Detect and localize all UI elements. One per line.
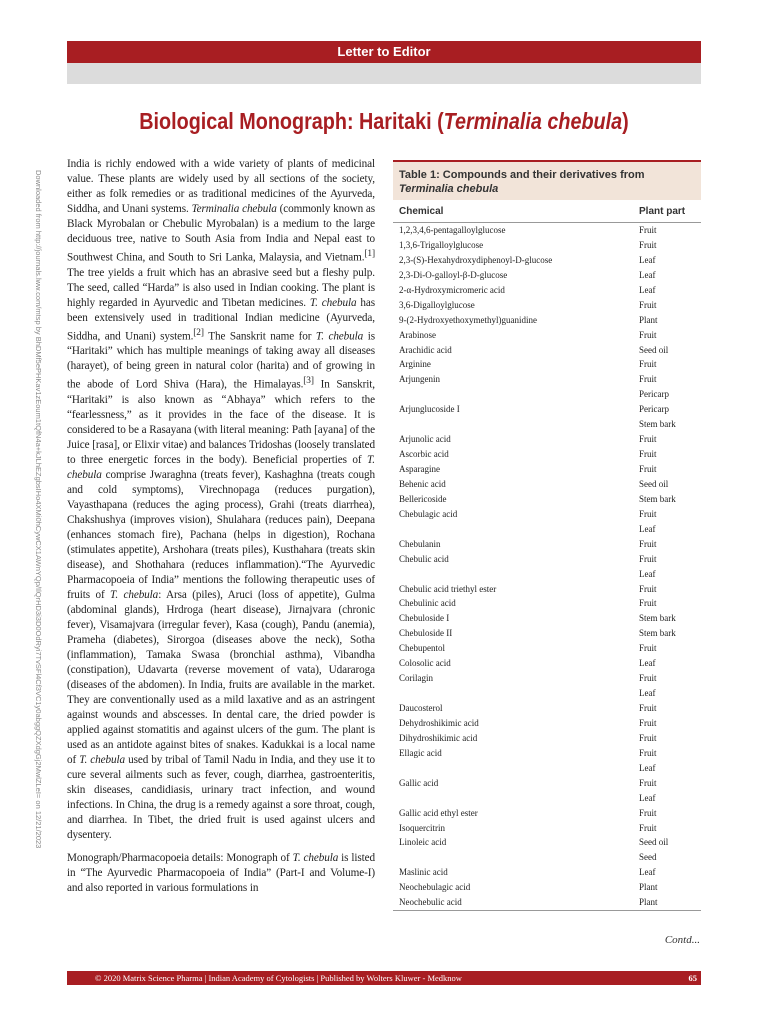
- cell-chemical: Chebulagic acid: [399, 508, 458, 519]
- table-row: [393, 447, 701, 462]
- cell-chemical: Ellagic acid: [399, 747, 442, 758]
- cell-chemical: Chebulanin: [399, 538, 441, 549]
- table-row: [393, 223, 701, 238]
- table-row: [393, 462, 701, 477]
- page-number: 65: [688, 973, 697, 983]
- table-row: [393, 402, 701, 417]
- table-row: [393, 821, 701, 836]
- cell-plant-part: Fruit: [639, 717, 657, 728]
- table-row: [393, 522, 701, 537]
- cell-chemical: [393, 791, 633, 806]
- cell-chemical: 2,3-(S)-Hexahydroxydiphenoyl-D-glucose: [399, 254, 553, 265]
- table-row: [393, 850, 701, 865]
- cell-chemical: Arjungenin: [399, 374, 440, 385]
- table-row: [393, 372, 701, 387]
- footer-bar: [67, 971, 701, 985]
- cell-chemical: Chebulic acid triethyl ester: [399, 583, 497, 594]
- table-row: [393, 776, 701, 791]
- cell-plant-part: Fruit: [639, 329, 657, 340]
- cell-plant-part: Leaf: [639, 688, 656, 699]
- cell-plant-part: Leaf: [639, 254, 656, 265]
- table-row: [393, 552, 701, 567]
- cell-plant-part: Leaf: [639, 658, 656, 669]
- table-row: [393, 656, 701, 671]
- caption-text: Table 1: Compounds and their derivatives from: [399, 169, 645, 181]
- cell-chemical: 9-(2-Hydroxyethoxymethyl)guanidine: [399, 314, 537, 325]
- table-row: [393, 671, 701, 686]
- table-row: [393, 895, 701, 910]
- table-row: [393, 791, 701, 806]
- cell-plant-part: Seed oil: [639, 344, 669, 355]
- cell-chemical: 1,2,3,4,6-pentagalloylglucose: [399, 225, 506, 235]
- cell-plant-part: Fruit: [639, 508, 657, 519]
- cell-chemical: [393, 387, 633, 402]
- caption-italic: Terminalia chebula: [399, 183, 499, 195]
- table-row: [393, 731, 701, 746]
- table-row: [393, 298, 701, 313]
- cell-chemical: Gallic acid: [399, 777, 439, 788]
- cell-chemical: 2-α-Hydroxymicromeric acid: [399, 284, 505, 295]
- cell-chemical: Daucosterol: [399, 703, 443, 713]
- table-row: [393, 343, 701, 358]
- cell-plant-part: Stem bark: [639, 419, 676, 430]
- cell-plant-part: Stem bark: [639, 493, 676, 504]
- header-gray-band: [67, 63, 701, 84]
- table-row: [393, 716, 701, 731]
- cell-chemical: Chebupentol: [399, 643, 445, 654]
- table-row: [393, 417, 701, 432]
- cell-plant-part: Fruit: [639, 239, 657, 250]
- cell-chemical: 3,6-Digalloylglucose: [399, 299, 475, 310]
- cell-plant-part: Seed oil: [639, 837, 669, 848]
- cell-plant-part: Fruit: [639, 583, 657, 594]
- table-row: [393, 283, 701, 298]
- table-row: [393, 492, 701, 507]
- cell-chemical: Gallic acid ethyl ester: [399, 807, 478, 818]
- cell-plant-part: Seed oil: [639, 478, 669, 489]
- cell-plant-part: Pericarp: [639, 404, 669, 415]
- title-main: Biological Monograph: Haritaki (: [139, 108, 444, 134]
- table-body: [393, 223, 701, 911]
- cell-chemical: Arabinose: [399, 329, 436, 340]
- cell-plant-part: Fruit: [639, 732, 657, 743]
- cell-plant-part: Stem bark: [639, 613, 676, 624]
- column-header-chemical: Chemical: [393, 200, 633, 223]
- cell-plant-part: Plant: [639, 314, 658, 325]
- cell-chemical: Chebulic acid: [399, 553, 449, 564]
- cell-chemical: Colosolic acid: [399, 658, 451, 669]
- table-row: [393, 880, 701, 895]
- cell-plant-part: Fruit: [639, 449, 657, 460]
- table-row: [393, 582, 701, 597]
- cell-plant-part: Fruit: [639, 643, 657, 654]
- table-row: [393, 641, 701, 656]
- cell-plant-part: Fruit: [639, 822, 657, 833]
- column-header-plant-part: Plant part: [633, 200, 701, 223]
- cell-chemical: [393, 417, 633, 432]
- cell-plant-part: Leaf: [639, 792, 656, 803]
- cell-chemical: Linoleic acid: [399, 837, 447, 848]
- table-header-row: [393, 200, 701, 223]
- table-row: [393, 253, 701, 268]
- title-close: ): [622, 108, 629, 134]
- paragraph-intro: India is richly endowed with a wide variety of plants of medicinal value. These plants are widely used by all sections of the society, either as folk remedies or as traditional medicines of the Ayurveda, Siddha, and Unani systems. Terminalia chebula (commonly known as Black Myrobalan or Chebulic Myrobalan) is a medium to the large deciduous tree, native to South Asia from India and Nepal east to Southwest China, and South to Sri Lanka, Malaysia, and Vietnam.[1] The tree yields a fruit which has an abrasive seed but a fleshy pulp. The seed, called “Harda” is also used in Indian cooking. The plant is highly regarded in Ayurvedic and Tibetan medicines. T. chebula has been extensively used in traditional Indian medicine (Ayurveda, Siddha, and Unani) system.[2] The Sanskrit name for T. chebula is “Haritaki” which has multiple meanings of taking away all diseases (harayet), of being green in natural color (harita) and of growing in the abode of Lord Shiva (Hara), the Himalayas.[3] In Sanskrit, “Haritaki” is also known as “Abhaya” which refers to the “fearlessness,” as it provides in the face of the disease. It is considered to be a Rasayana (with literal meaning: Path [ayana] of the Juice [rasa], or Elixir vitae) and balances Tridoshas (loosely translated to three energetic forces in the body). Beneficial properties of T. chebula comprise Jwaraghna (treats fever), Kashaghna (treats cough and cold symptoms), Virechnopaga (reduces purgation), Vayasthapana (reduces the aging process), Grahi (treats diarrhea), Chakshushya (improves vision), Shulahara (reduces pain), Deepana (enhances stomach fire), Pachana (helps in digestion), Rochana (stimulates appetite), Arshohara (treats piles), Kusthahara (treats skin disease), and Shothahara (reduces inflammation).“The Ayurvedic Pharmacopoeia of India” mentions the following therapeutic uses of fruits of T. chebula: Arsa (piles), Aruci (loss of appetite), Gulma (abdominal glands), Hrdroga (heart disease), Jirnajvara (chronic fever), Visamajvara (irregular fever), Kasa (cough), Pandu (anemia), Prameha (diabetes), Sirorgoa (diseases above the neck), Sotha (inflammation), Tamaka Swasa (bronchial asthma), Vibandha (constipation), Udavarta (reverse movement of vata), Udararoga (diseases of the abdomen). In India, fruits are available in the market. They are conventionally used as a mild laxative and as an astringent against wounds and abscesses. In dental care, the dried powder is applied against stomatitis and against ulcers of the gum. The plant is used as an antidote against bites of snakes. Kadukkai is a local name of T. chebula used by tribal of Tamil Nadu in India, and they use it to cure several ailments such as fever, cough, diarrhea, gastroenteritis, skin diseases, candidiasis, urinary tract infection, and wound infections. In China, the drug is a remedy against a sore throat, cough, and diarrhea. In Tibet, the dried fruit is used against ulcers and dysentery.: [67, 158, 375, 842]
- cell-plant-part: Fruit: [639, 777, 657, 788]
- table-row: [393, 611, 701, 626]
- cell-plant-part: Fruit: [639, 538, 657, 549]
- table-row: [393, 865, 701, 880]
- cell-chemical: Chebulinic acid: [399, 598, 456, 609]
- cell-chemical: 2,3-Di-O-galloyl-β-D-glucose: [399, 269, 508, 280]
- section-label: Letter to Editor: [337, 44, 431, 59]
- table-row: [393, 761, 701, 776]
- cell-chemical: Behenic acid: [399, 478, 446, 489]
- title-italic: Terminalia chebula: [443, 108, 623, 134]
- page-title: [111, 108, 656, 135]
- continued-note: Contd...: [664, 934, 700, 946]
- table-caption: [393, 160, 701, 200]
- cell-chemical: Isoquercitrin: [399, 822, 445, 833]
- cell-chemical: Chebuloside I: [399, 613, 450, 624]
- cell-plant-part: Fruit: [639, 553, 657, 564]
- cell-chemical: Corilagin: [399, 673, 433, 684]
- table-row: [393, 626, 701, 641]
- cell-plant-part: Seed: [639, 852, 657, 863]
- table-row: [393, 701, 701, 716]
- cell-plant-part: Leaf: [639, 269, 656, 280]
- download-watermark: Downloaded from http://journals.lww.com/mtsp by BhDMf5ePHKav1zEoum1tQfN4a+kJLhEZgbsIHo4XMi0hCywCX1AWnYQp/IlQrHD3i3D0OdRyi7TvSFl4Cf3VC1y0abggQZXdgGj2MwlZLeI= on 12/21/2023: [34, 170, 43, 849]
- cell-plant-part: Fruit: [639, 299, 657, 310]
- cell-chemical: Neochebulic acid: [393, 895, 633, 910]
- cell-plant-part: Leaf: [639, 523, 656, 534]
- table-row: [393, 357, 701, 372]
- table-row: [393, 686, 701, 701]
- cell-chemical: [393, 850, 633, 865]
- cell-plant-part: Fruit: [639, 598, 657, 609]
- table-row: [393, 268, 701, 283]
- cell-chemical: Arginine: [399, 359, 431, 370]
- cell-plant-part: Plant: [633, 895, 701, 910]
- table-row: [393, 238, 701, 253]
- cell-plant-part: Leaf: [639, 762, 656, 773]
- cell-plant-part: Leaf: [639, 568, 656, 579]
- cell-chemical: Maslinic acid: [399, 867, 448, 878]
- table-row: [393, 313, 701, 328]
- cell-plant-part: Plant: [639, 882, 658, 893]
- paragraph-monograph: Monograph/Pharmacopoeia details: Monograph of T. chebula is listed in “The Ayurvedic Pharmacopoeia of India” (Part-I and Volume-I) and also reported in various formulations in: [67, 852, 375, 895]
- cell-plant-part: Fruit: [639, 703, 657, 713]
- cell-plant-part: Leaf: [639, 867, 656, 878]
- table-row: [393, 567, 701, 582]
- compounds-table: [393, 160, 701, 911]
- cell-chemical: [393, 686, 633, 701]
- cell-chemical: Arjunolic acid: [399, 434, 451, 445]
- table-row: [393, 387, 701, 402]
- footer-copyright: © 2020 Matrix Science Pharma | Indian Academy of Cytologists | Published by Wolters Kluwer - Medknow: [95, 973, 462, 983]
- cell-chemical: Dehydroshikimic acid: [399, 717, 479, 728]
- cell-chemical: Bellericoside: [399, 493, 447, 504]
- table-row: [393, 328, 701, 343]
- cell-chemical: Arjunglucoside I: [399, 404, 460, 415]
- cell-chemical: [393, 567, 633, 582]
- table-row: [393, 507, 701, 522]
- cell-plant-part: Fruit: [639, 747, 657, 758]
- cell-chemical: Chebuloside II: [399, 628, 453, 639]
- cell-plant-part: Fruit: [639, 673, 657, 684]
- cell-chemical: Asparagine: [399, 464, 440, 474]
- cell-chemical: Dihydroshikimic acid: [399, 732, 478, 743]
- cell-plant-part: Fruit: [639, 374, 657, 385]
- table-row: [393, 477, 701, 492]
- table-row: [393, 746, 701, 761]
- cell-chemical: [393, 522, 633, 537]
- cell-plant-part: Stem bark: [639, 628, 676, 639]
- cell-chemical: Ascorbic acid: [399, 449, 449, 460]
- cell-plant-part: Pericarp: [639, 389, 669, 400]
- cell-chemical: Arachidic acid: [399, 344, 452, 355]
- table-row: [393, 537, 701, 552]
- table-row: [393, 806, 701, 821]
- cell-plant-part: Fruit: [639, 359, 657, 370]
- section-header: [67, 41, 701, 63]
- cell-plant-part: Fruit: [639, 434, 657, 445]
- table-row: [393, 835, 701, 850]
- cell-chemical: Neochebulagic acid: [399, 882, 471, 893]
- table-row: [393, 596, 701, 611]
- cell-plant-part: Fruit: [639, 225, 657, 235]
- body-text-column: [67, 157, 375, 904]
- compounds-data-table: [393, 200, 701, 911]
- cell-chemical: 1,3,6-Trigalloylglucose: [399, 239, 484, 250]
- cell-plant-part: Fruit: [639, 464, 657, 474]
- cell-plant-part: Leaf: [639, 284, 656, 295]
- cell-chemical: [393, 761, 633, 776]
- cell-plant-part: Fruit: [639, 807, 657, 818]
- table-row: [393, 432, 701, 447]
